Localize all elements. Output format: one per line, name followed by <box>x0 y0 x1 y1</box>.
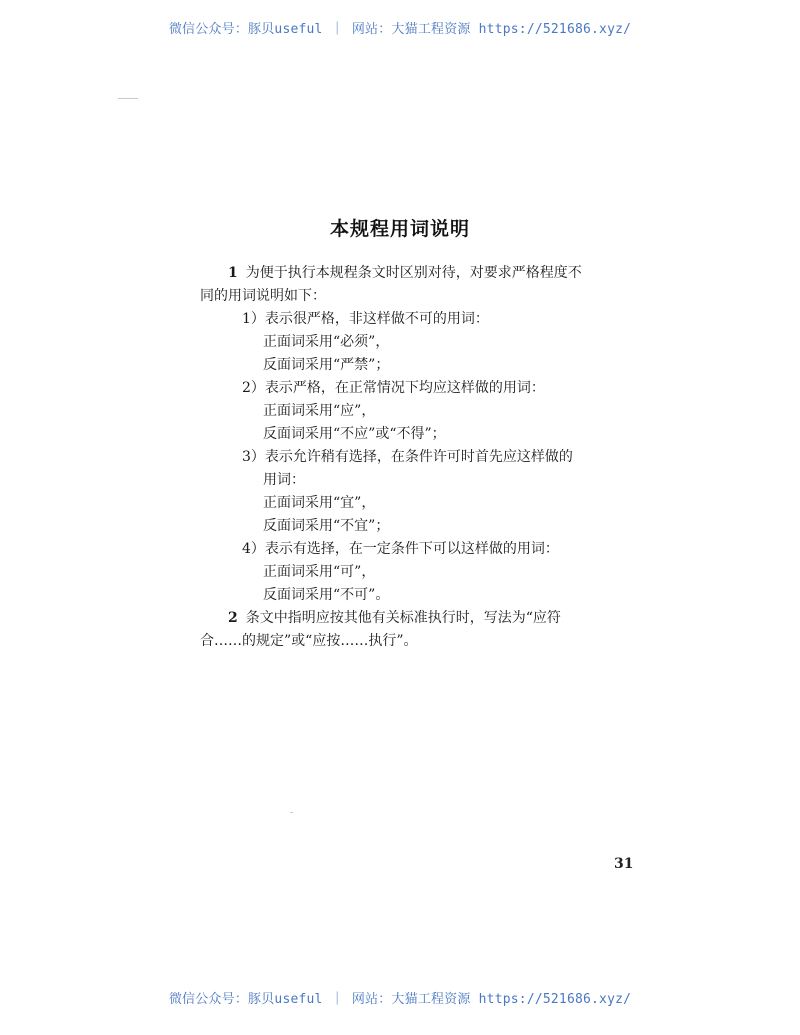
item-3-negative: 反面词采用“不宜”； <box>263 518 390 534</box>
section-1-number: 1 <box>228 265 238 281</box>
item-2-negative: 反面词采用“不应”或“不得”； <box>263 426 446 442</box>
section-1-line-1 <box>200 262 640 285</box>
watermark-top: 微信公众号：豚贝useful ｜ 网站：大猫工程资源 https://521686.xyz/ <box>168 22 632 37</box>
item-3-heading-cont: 用词： <box>263 472 305 488</box>
scan-speck <box>290 812 293 813</box>
section-1-line-2: 同的用词说明如下： <box>200 288 326 304</box>
item-3-positive: 正面词采用“宜”， <box>263 495 376 511</box>
section-2-line-2: 合……的规定”或“应按……执行”。 <box>200 633 418 649</box>
document-body <box>200 262 640 653</box>
page-title: 本规程用词说明 <box>329 218 470 240</box>
item-1-heading: 1）表示很严格，非这样做不可的用词： <box>242 311 489 327</box>
page-number: 31 <box>614 856 634 872</box>
item-2-positive: 正面词采用“应”， <box>263 403 376 419</box>
item-4-positive: 正面词采用“可”， <box>263 564 376 580</box>
item-3-heading: 3）表示允许稍有选择，在条件许可时首先应这样做的 <box>242 449 573 465</box>
section-2-line-1 <box>200 607 640 630</box>
item-1-positive: 正面词采用“必须”， <box>263 334 390 350</box>
item-2-heading: 2）表示严格，在正常情况下均应这样做的用词： <box>242 380 545 396</box>
item-1-negative: 反面词采用“严禁”； <box>263 357 390 373</box>
section-2-text: 条文中指明应按其他有关标准执行时，写法为“应符 <box>245 610 561 626</box>
item-4-heading: 4）表示有选择，在一定条件下可以这样做的用词： <box>242 541 559 557</box>
section-1-text: 为便于执行本规程条文时区别对待，对要求严格程度不 <box>245 265 582 281</box>
section-2-number: 2 <box>228 610 238 626</box>
watermark-bottom: 微信公众号：豚贝useful ｜ 网站：大猫工程资源 https://521686.xyz/ <box>168 992 632 1007</box>
item-4-negative: 反面词采用“不可”。 <box>263 587 390 603</box>
scan-speck <box>118 98 138 99</box>
